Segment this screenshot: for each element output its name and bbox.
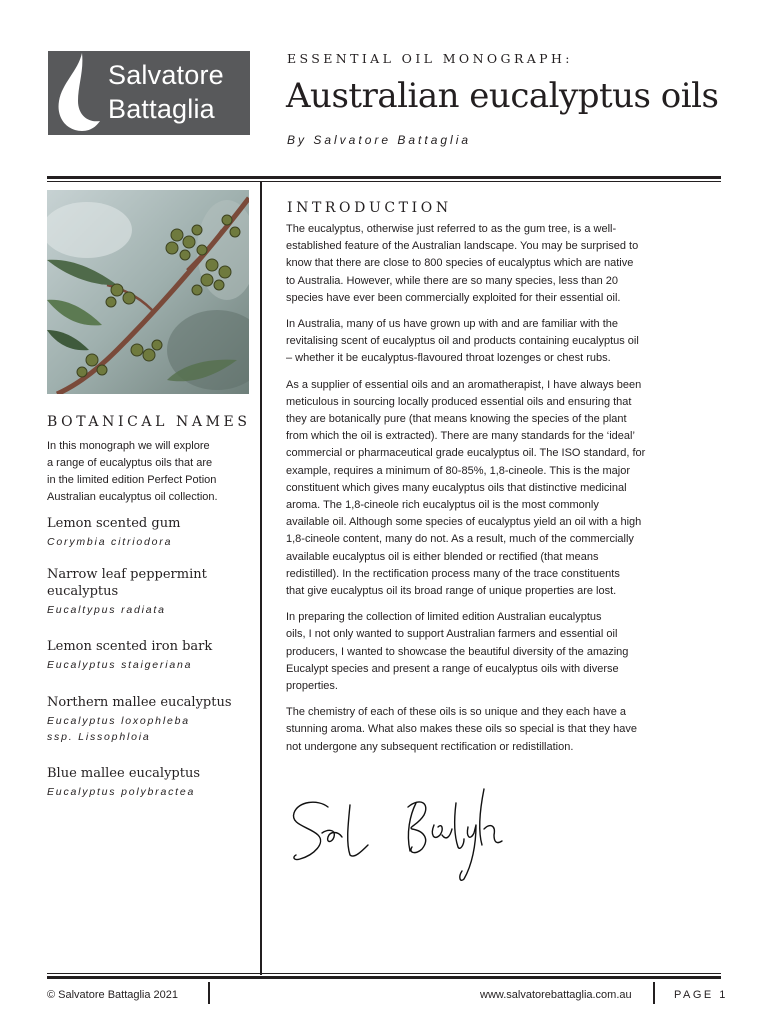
paragraph xyxy=(286,221,721,307)
paragraph xyxy=(286,609,721,695)
footer-divider xyxy=(208,982,210,1004)
text-line: not undergone any subsequent rectification or redistillation. xyxy=(286,740,574,753)
column-divider xyxy=(260,182,262,975)
text-line: available oil. Although some species of eucalyptus yield an oil with a high xyxy=(286,516,642,529)
botanical-common-name: Narrow leaf peppermint xyxy=(47,567,207,582)
sidebar-intro-line: in the limited edition Perfect Potion xyxy=(47,474,217,486)
introduction-body xyxy=(286,221,721,765)
text-line: meticulous in sourcing locally produced essential oils and ensuring that xyxy=(286,395,632,408)
text-line: constituent which gives many eucalyptus oils that distinctive medicinal xyxy=(286,481,627,494)
botanical-item xyxy=(47,765,257,800)
text-line: example, requires a minimum of 80-85%, 1,8-cineole. This is the major xyxy=(286,464,631,477)
text-line: species have ever been commercially exploited for their essential oil. xyxy=(286,291,621,304)
text-line: properties. xyxy=(286,680,338,693)
text-line: Eucalypt species and present a range of eucalyptus oils with diverse xyxy=(286,662,619,675)
botanical-item xyxy=(47,515,257,550)
top-rule-thin xyxy=(47,181,721,182)
website-link[interactable]: www.salvatorebattaglia.com.au xyxy=(480,989,632,1001)
copyright: © Salvatore Battaglia 2021 xyxy=(47,989,179,1001)
eucalyptus-photo xyxy=(47,190,249,394)
botanical-latin-name: Corymbia citriodora xyxy=(47,536,173,548)
botanical-item xyxy=(47,638,257,673)
paragraph xyxy=(286,377,721,601)
text-line: revitalising scent of eucalyptus oil and products containing eucalyptus oil xyxy=(286,335,639,348)
bottom-rule-thin xyxy=(47,973,721,974)
botanical-item xyxy=(47,694,257,745)
top-rule-thick xyxy=(47,176,721,179)
text-line: In Australia, many of us have grown up with and are familiar with the xyxy=(286,318,619,331)
logo-text-last: Battaglia xyxy=(108,94,215,124)
author-signature xyxy=(288,785,508,885)
botanical-names-heading: BOTANICAL NAMES xyxy=(47,414,251,430)
botanical-latin-name: ssp. Lissophloia xyxy=(47,731,151,743)
text-line: redistilled). In the rectification process many of the trace constituents xyxy=(286,567,620,580)
text-line: they are botanically pure (that means knowing the species of the plant xyxy=(286,413,627,426)
text-line: that give eucalyptus oil its broad range of unique properties are lost. xyxy=(286,585,617,598)
bottom-rule-thick xyxy=(47,976,721,979)
text-line: available eucalyptus oil is either blended or rectified (that means xyxy=(286,550,599,563)
botanical-common-name: eucalyptus xyxy=(47,584,119,599)
text-line: producers, I wanted to showcase the beautiful diversity of the amazing xyxy=(286,645,629,658)
paragraph xyxy=(286,704,721,756)
page-number: PAGE 1 xyxy=(674,989,728,1001)
page-title: Australian eucalyptus oils xyxy=(286,76,719,116)
botanical-common-name: Lemon scented gum xyxy=(47,516,181,531)
text-line: to Australia. However, while there are so many species, less than 20 xyxy=(286,274,619,287)
botanical-latin-name: Eucalyptus staigeriana xyxy=(47,659,193,671)
paragraph xyxy=(286,316,721,368)
text-line: oils, I not only wanted to support Australian farmers and essential oil xyxy=(286,628,618,641)
botanical-common-name: Blue mallee eucalyptus xyxy=(47,766,201,781)
monograph-kicker: ESSENTIAL OIL MONOGRAPH: xyxy=(287,51,573,66)
botanical-common-name: Lemon scented iron bark xyxy=(47,639,213,654)
introduction-heading: INTRODUCTION xyxy=(287,200,452,216)
oil-drop-icon xyxy=(48,51,108,135)
footer-divider xyxy=(653,982,655,1004)
text-line: In preparing the collection of limited edition Australian eucalyptus xyxy=(286,611,602,624)
botanical-latin-name: Eucalyptus loxophleba xyxy=(47,715,190,727)
botanical-latin-name: Eucaltypus radiata xyxy=(47,604,166,616)
text-line: know that there are close to 800 species of eucalyptus which are native xyxy=(286,257,634,270)
sidebar-intro-line: In this monograph we will explore xyxy=(47,440,210,452)
text-line: from which the oil is extracted). There are many standards for the ‘ideal’ xyxy=(286,430,635,443)
sidebar-intro xyxy=(47,438,259,506)
botanical-latin-name: Eucalyptus polybractea xyxy=(47,786,196,798)
logo xyxy=(48,51,250,135)
text-line: The eucalyptus, otherwise just referred to as the gum tree, is a well- xyxy=(286,223,617,235)
sidebar-intro-line: a range of eucalyptus oils that are xyxy=(47,457,213,469)
botanical-item xyxy=(47,566,257,618)
text-line: stunning aroma. What also makes these oils so special is that they have xyxy=(286,723,637,736)
text-line: established feature of the Australian landscape. You may be surprised to xyxy=(286,240,639,253)
byline: By Salvatore Battaglia xyxy=(287,133,472,147)
text-line: The chemistry of each of these oils is so unique and they each have a xyxy=(286,706,626,719)
text-line: 1,8-cineole content, many do not. As a result, much of the commercially xyxy=(286,533,634,546)
sidebar-intro-line: Australian eucalyptus oil collection. xyxy=(47,491,218,503)
text-line: commercial or pharmaceutical grade eucalyptus oil. The ISO standard, for xyxy=(286,447,646,460)
logo-text-first: Salvatore xyxy=(108,60,224,90)
text-line: – whether it be eucalyptus-flavoured throat lozenges or chest rubs. xyxy=(286,352,611,365)
text-line: aroma. The 1,8-cineole rich eucalyptus oil is the most commonly xyxy=(286,499,599,512)
text-line: As a supplier of essential oils and an aromatherapist, I have always been xyxy=(286,378,642,391)
botanical-common-name: Northern mallee eucalyptus xyxy=(47,695,232,710)
